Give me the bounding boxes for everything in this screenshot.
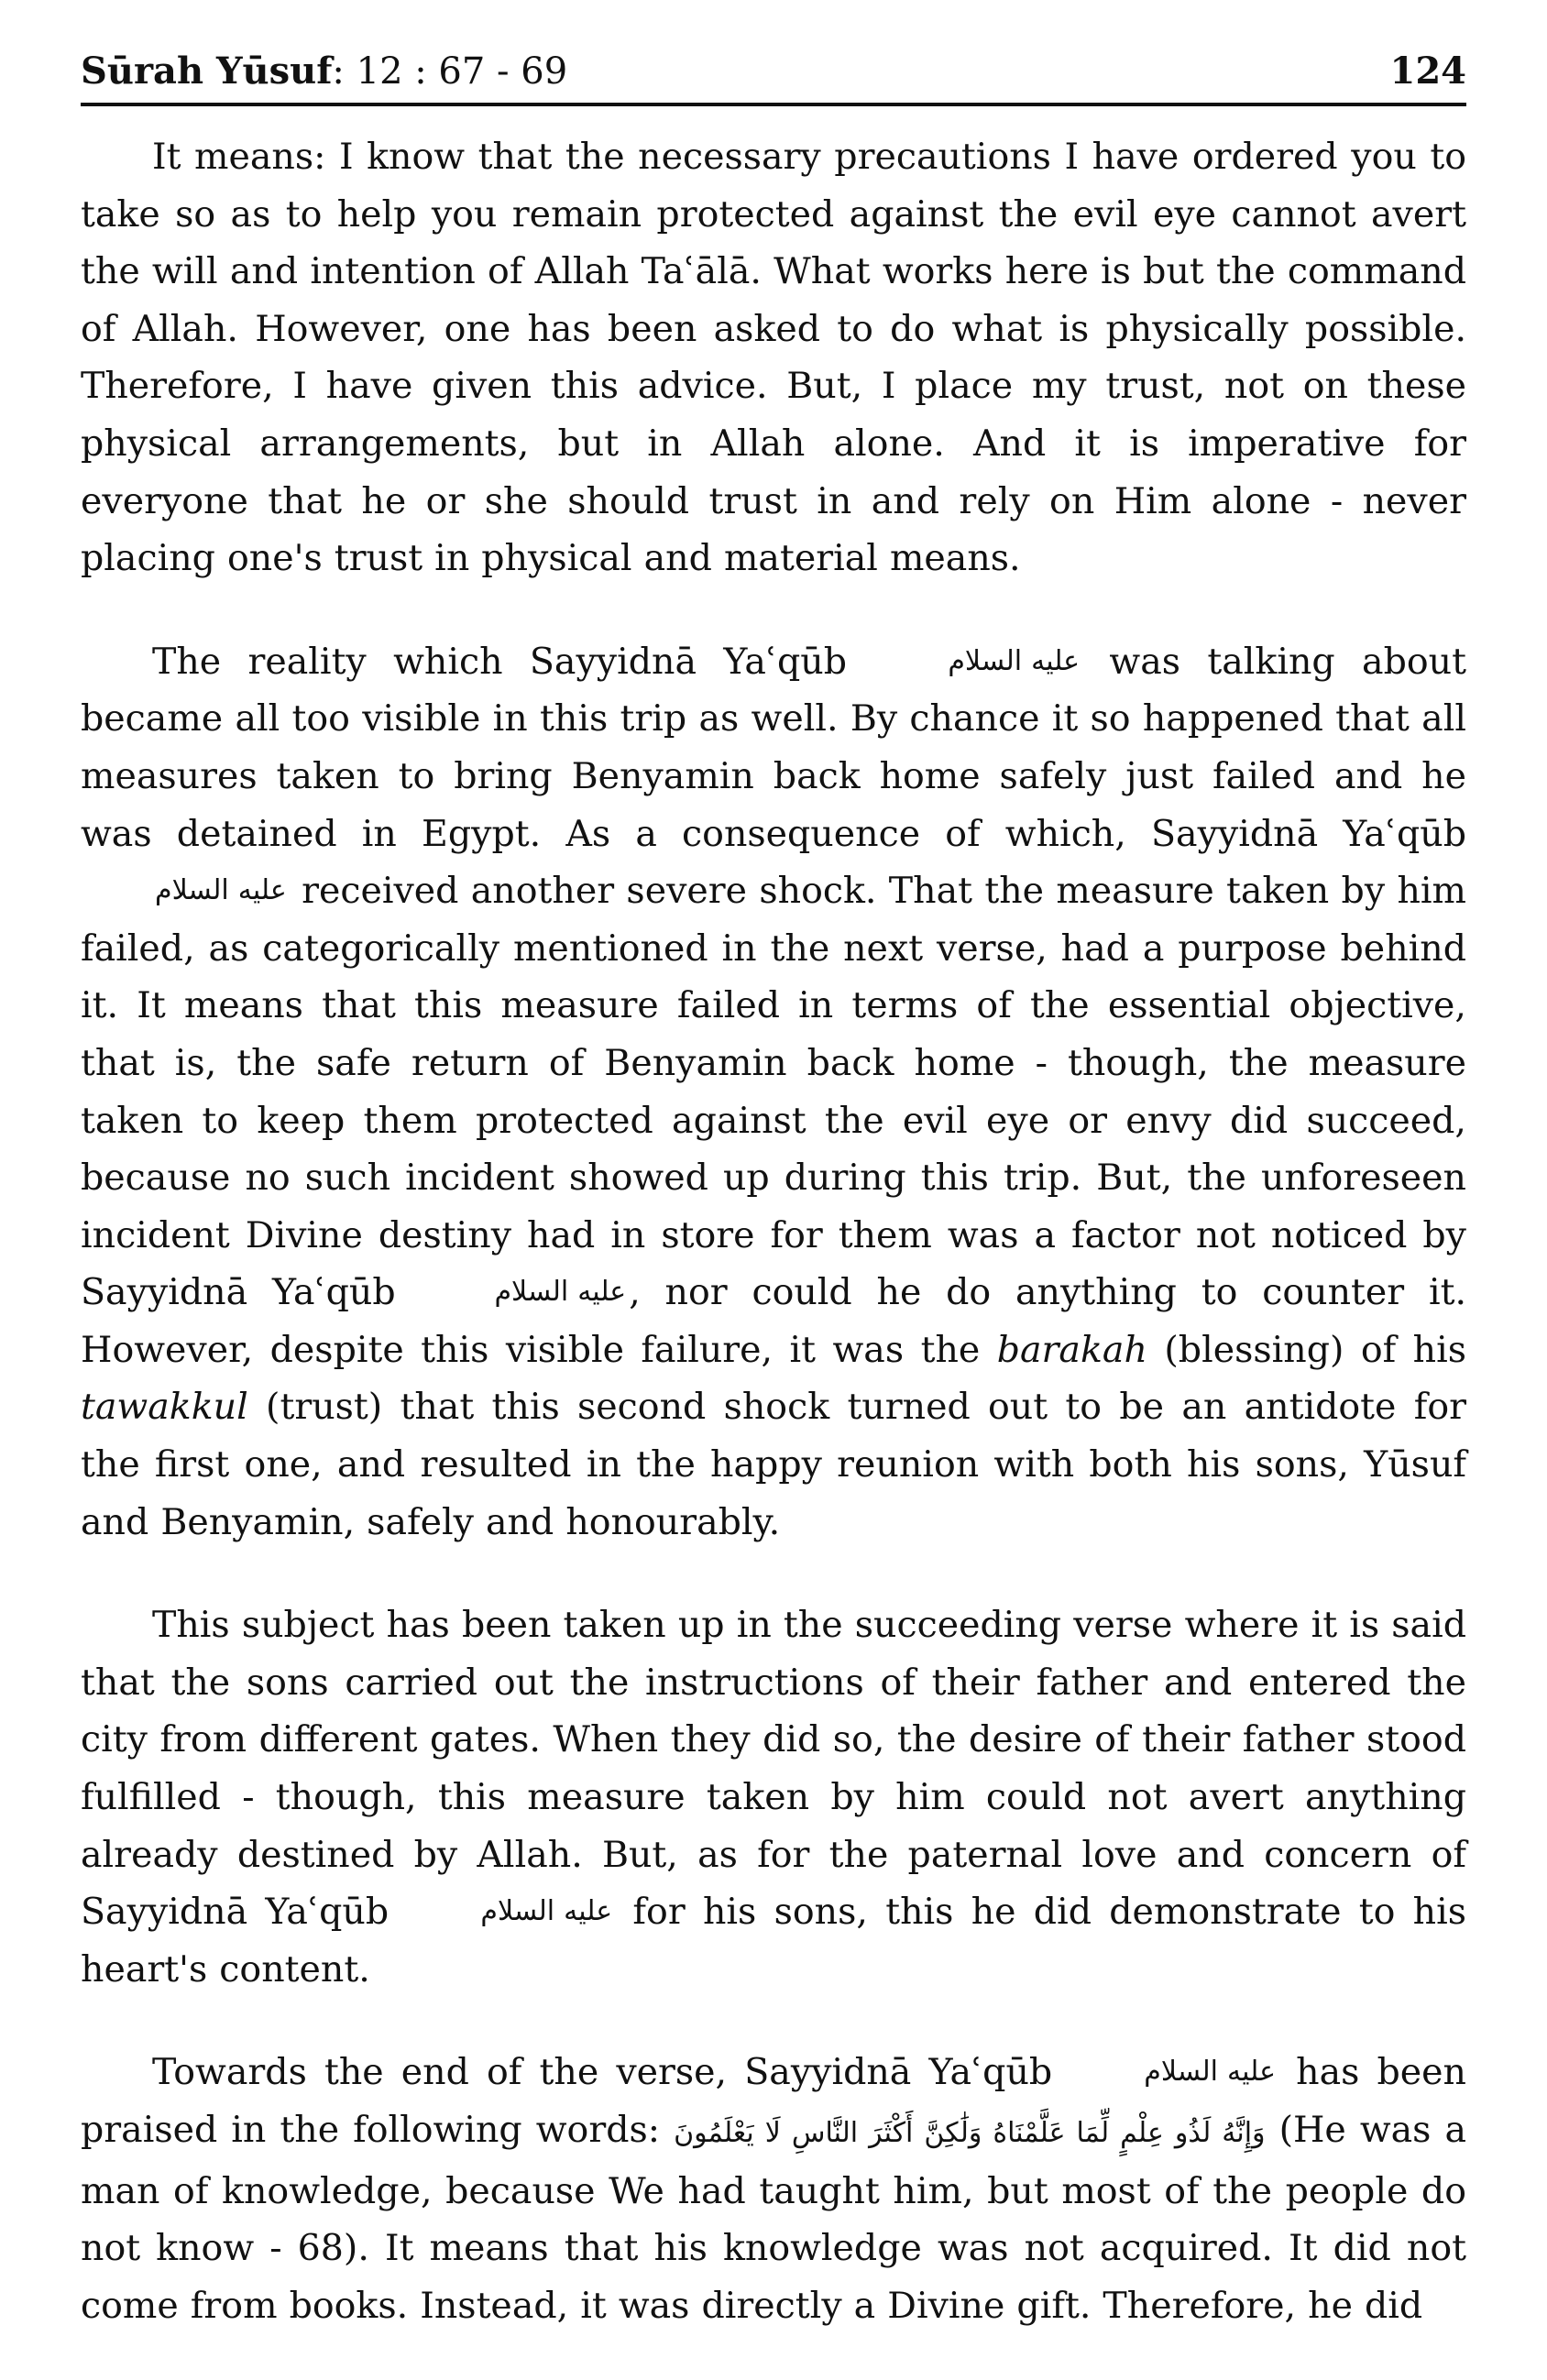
italic-term: barakah	[996, 1328, 1147, 1371]
paragraph-1: It means: I know that the necessary precautions I have ordered you to take so as to help you remain protected against the evil eye cannot avert the will and intention of Allah Taʿālā. What works here is but the command of Allah. However, one has been asked to do what is physically possible. Therefore, I have given this advice. But, I place my trust, not on these physical arrangements, but in Allah alone. And it is imperative for everyone that he or she should trust in and rely on Him alone - never placing one's trust in physical and material means.	[81, 136, 1466, 580]
arabic-verse: وَإِنَّهُ لَذُو عِلْمٍ لِّمَا عَلَّمْنَاهُ وَلَٰكِنَّ أَكْثَرَ النَّاسِ لَا يَعْلَمُونَ	[674, 2117, 1266, 2149]
honorific-glyph: عليه السلام	[1144, 2056, 1277, 2089]
honorific-glyph: عليه السلام	[155, 874, 287, 907]
page-body	[81, 128, 1466, 2380]
header-title	[81, 46, 567, 97]
honorific-glyph: عليه السلام	[948, 644, 1081, 677]
verse-reference: : 12 : 67 - 69	[332, 50, 568, 93]
paragraph-3: This subject has been taken up in the succeeding verse where it is said that the sons carried out the instructions of their father and entered the city from different gates. When they did so, the desire of their father stood fulfilled - though, this measure taken by him could not avert anything already destined by Allah. But, as for the paternal love and concern of Sayyidnā Yaʿqūb عليه السلام for his sons, this he did demonstrate to his heart's content.	[81, 1604, 1466, 1991]
honorific-glyph: عليه السلام	[494, 1276, 627, 1309]
page-number: 124	[1389, 49, 1466, 93]
paragraph-2: The reality which Sayyidnā Yaʿqūb عليه السلام was talking about became all too visible in this trip as well. By chance it so happened that all measures taken to bring Benyamin back home safely just failed and he was detained in Egypt. As a consequence of which, Sayyidnā Yaʿqūb عليه السلام received another severe shock. That the measure taken by him failed, as categorically mentioned in the next verse, had a purpose behind it. It means that this measure failed in terms of the essential objective, that is, the safe return of Benyamin back home - though, the measure taken to keep them protected against the evil eye or envy did succeed, because no such incident showed up during this trip. But, the unforeseen incident Divine destiny had in store for them was a factor not noticed by Sayyidnā Yaʿqūb عليه السلام, nor could he do anything to counter it. However, despite this visible failure, it was the barakah (blessing) of his tawakkul (trust) that this second shock turned out to be an antidote for the first one, and resulted in the happy reunion with both his sons, Yūsuf and Benyamin, safely and honourably.	[81, 633, 1466, 1552]
italic-term: tawakkul	[81, 1386, 248, 1429]
honorific-glyph: عليه السلام	[480, 1895, 613, 1928]
paragraph-4: Towards the end of the verse, Sayyidnā Yaʿqūb عليه السلام has been praised in the following words: وَإِنَّهُ لَذُو عِلْمٍ لِّمَا عَلَّمْنَاهُ وَلَٰكِنَّ أَكْثَرَ النَّاسِ لَا يَعْلَمُونَ (He was a man of knowledge, because We had taught him, but most of the people do not know - 68). It means that his knowledge was not acquired. It did not come from books. Instead, it was directly a Divine gift. Therefore, he did	[81, 2044, 1466, 2334]
surah-name: Sūrah Yūsuf	[81, 49, 333, 93]
running-header	[81, 46, 1466, 106]
